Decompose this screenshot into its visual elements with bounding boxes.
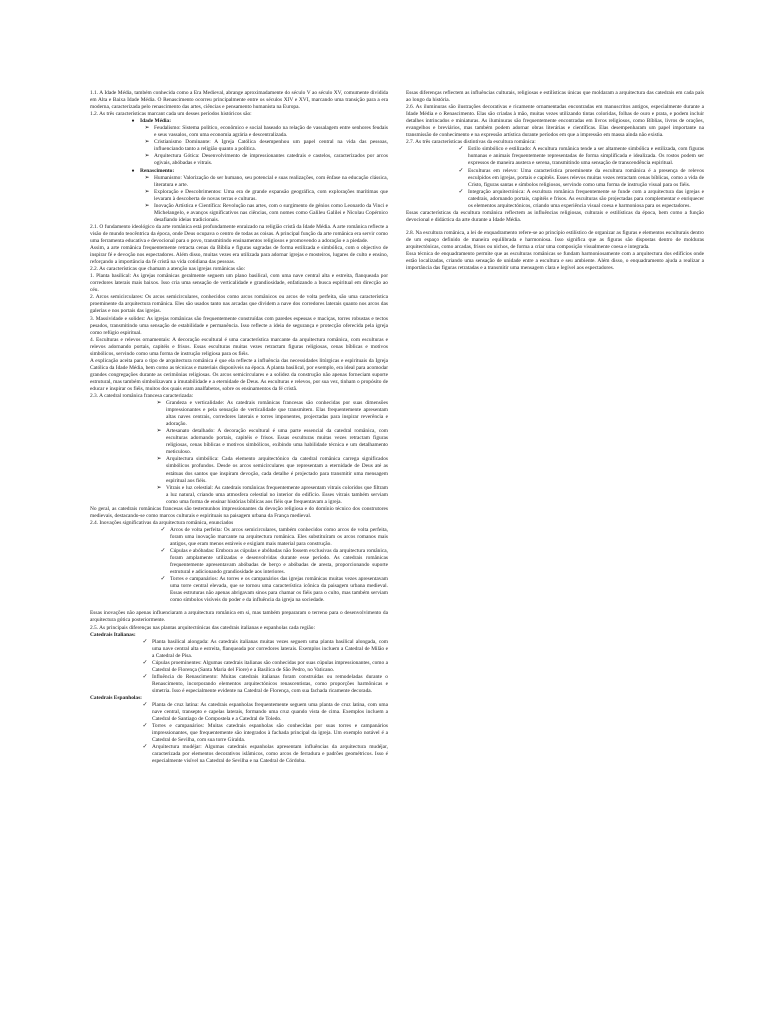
checkmark-icon: ✓ — [160, 526, 166, 533]
arrow-bullet-icon: ➢ — [156, 428, 162, 435]
arrow-bullet-icon: ➢ — [144, 188, 150, 195]
checkmark-icon: ✓ — [160, 548, 166, 555]
inovacoes-list — [90, 527, 388, 605]
section-2-8: 2.8. Na escultura românica, a lei de enquadramento refere-se ao princípio estilístico de organizar as figuras e elementos esculturais dentro de um espaço definido de maneira equilibrada e harmoniosa. Isso significa que as figuras são dispostas dentro de molduras arquitectónicas, como arcadas, frisos ou nichos, de forma a criar uma composição visualmente coesa e integrada. — [406, 229, 704, 250]
checkmark-icon: ✓ — [142, 702, 148, 709]
section-2-2-item-4: 4. Esculturas e relevos ornamentais: A decoração escultural é uma característica marcante da arquitectura românica, com esculturas e relevos adornando portais, capitéis e frisos. Essas esculturas muitas vezes retractam figuras religiosas, cenas bíblicas e motivos simbólicos, servindo como uma forma de instrução religiosa para os fiéis. — [90, 336, 388, 357]
renascimento-heading: ● Renascimento: — [140, 168, 388, 175]
arrow-bullet-icon: ➢ — [144, 153, 150, 160]
list-item: ✓ Planta basilical alongada: As catedrais italianas muitas vezes seguem uma planta basilical alongada, com uma nave central alta e estreita, flanqueada por corredores laterais. Exemplos incluem a Catedral de Milão e a Catedral de Pisa. — [152, 639, 388, 660]
arrow-bullet-icon: ➢ — [144, 202, 150, 209]
list-item: ➢ Grandeza e verticalidade: As catedrais românicas francesas são conhecidas por suas dimensões impressionantes e pela sensação de verticalidade que transmitem. Elas frequentemente apresentam altas naves centrais, corredores laterais e torres imponentes, projectadas para inspirar reverência e adoração. — [166, 400, 388, 428]
checkmark-icon: ✓ — [142, 673, 148, 680]
list-item: ➢ Arquitectura simbólica: Cada elemento arquitectónico da catedral românica carrega significados simbólicos profundos. Desde os arcos semicirculares que representam a eternidade de Deus até as estátuas dos santos que inspiram devoção, cada detalhe é projectado para transmitir uma mensagem espiritual aos fiéis. — [166, 456, 388, 484]
section-2-7: 2.7. As três características distintivas da escultura românica: — [406, 139, 536, 146]
italianas-heading: Catedrais Italianas: — [90, 631, 136, 638]
list-item: ➢ Humanismo: Valorização do ser humano, seu potencial e suas realizações, com ênfase na educação clássica, literatura e arte. — [154, 175, 388, 189]
checkmark-icon: ✓ — [142, 723, 148, 730]
list-item: ✓ Esculturas em relevo: Uma característica proeminente da escultura românica é a presença de relevos esculpidos em igrejas, portais e capitéis. Esses relevos muitas vezes retractam cenas bíblicas, como a vida de Cristo, figuras santas e símbolos religiosos, servindo como uma forma de instrução visual para os fiéis. — [468, 168, 704, 189]
arrow-bullet-icon: ➢ — [156, 484, 162, 491]
arrow-bullet-icon: ➢ — [144, 174, 150, 181]
section-2-3-summary: No geral, as catedrais românicas francesas são testemunhos impressionantes da devoção religiosa e do domínio técnico dos construtores medievais, destacando-se como marcos culturais e espirituais na paisagem urbana da França medieval. — [90, 505, 388, 519]
checkmark-icon: ✓ — [142, 659, 148, 666]
espanholas-heading: Catedrais Espanholas: — [90, 694, 142, 701]
section-2-5-conclusion: Essas diferenças reflectem as influências culturais, religiosas e estilísticas únicas que moldaram a arquitectura das catedrais em cada país ao longo da história. — [406, 90, 704, 104]
idade-media-heading: ● Idade Média: — [140, 118, 388, 125]
bullet-icon: ● — [131, 168, 135, 174]
checkmark-icon: ✓ — [142, 744, 148, 751]
idade-media-list — [90, 118, 388, 224]
list-item: ➢ Inovação Artística e Científica: Revolução nas artes, com o surgimento de génios como Leonardo da Vinci e Michelangelo, e avanços significativos nas ciências, com nomes como Galileu Galilei e Nicolau Copérnico desafiando ideias tradicionais. — [154, 203, 388, 224]
checkmark-icon: ✓ — [458, 167, 464, 174]
section-2-4-summary: Essas inovações não apenas influenciaram a arquitectura românica em si, mas também prepararam o terreno para o desenvolvimento da arquitectura gótica posteriormente. — [90, 610, 388, 624]
list-item: ✓ Estilo simbólico e estilizado: A escultura românica tende a ser altamente simbólica e estilizada, com figuras humanas e animais frequentemente representadas de forma simplificada e idealizada. Os rostos podem ser expressos de maneira austera e serena, transmitindo uma sensação de transcendência espiritual. — [468, 146, 704, 167]
arrow-bullet-icon: ➢ — [144, 125, 150, 132]
list-item: ➢ Arquitectura Gótica: Desenvolvimento de impressionantes catedrais e castelos, caracterizados por arcos ogivais, abóbadas e vitrais. — [154, 153, 388, 167]
bullet-icon: ● — [131, 119, 135, 125]
list-item: ✓ Integração arquitectónica: A escultura românica frequentemente se funde com a arquitectura das igrejas e catedrais, adornando portais, capitéis e frisos. As esculturas são projectadas para complementar e enriquecer os elementos arquitectónicos, criando uma experiência visual coesa e harmoniosa para os espectadores. — [468, 189, 704, 210]
italianas-list — [90, 639, 388, 695]
arrow-bullet-icon: ➢ — [156, 456, 162, 463]
section-2-8-continued: Essa técnica de enquadramento permite que as esculturas românicas se fundam harmoniosamente com a arquitectura dos edifícios onde estão localizadas, criando uma sensação de unidade entre a escultura e seu ambiente. Além disso, o enquadramento ajuda a realizar a importância das figuras retratadas e a transmitir uma mensagem clara e legível aos espectadores. — [406, 251, 704, 272]
section-2-4: 2.4. Inovações significativas da arquitectura românica, enunciados — [90, 519, 234, 526]
right-column — [406, 90, 704, 272]
checkmark-icon: ✓ — [142, 638, 148, 645]
catedral-francesa-list — [90, 400, 388, 506]
list-item: ✓ Influência do Renascimento: Muitas catedrais italianas foram construídas ou remodeladas durante o Renascimento, incorporando elementos arquitectónicos renascentistas, como proporções harmônicas e simetria. Isso é especialmente evidente na Catedral de Florença, com sua fachada ricamente decorada. — [152, 674, 388, 695]
list-item: ✓ Cúpulas e abóbadas: Embora as cúpulas e abóbadas não fossem exclusivas da arquitectura românica, foram amplamente utilizadas e desenvolvidas durante esse período. As catedrais românicas frequentemente apresentavam abóbadas de berço e abóbadas de aresta, proporcionando suporte estrutural e adicionando grandiosidade aos interiores. — [170, 548, 388, 576]
section-2-1: 2.1. O fundamento ideológico da arte românica está profundamente enraizado na religião cristã da Idade Média. A arte românica reflecte a visão de mundo teocêntrica da época, onde Deus ocupava o centro de todas as coisas. A principal função da arte românica era servir como uma ferramenta educativa e devocional para o povo, transmitindo ensinamentos religiosos e promovendo a adoração e a piedade. — [90, 223, 388, 244]
section-2-2-explanation: A explicação aceita para o tipo de arquitectura românica é que ela reflecte a influência das necessidades litúrgicas e espirituais da Igreja Católica da Idade Média, bem como as técnicas e materiais disponíveis na época. A planta basilical, por exemplo, era ideal para acomodar grandes congregações durante as cerimônias religiosas. Os arcos semicirculares e a solidez da construção não apenas forneciam suporte estrutural, mas também simbolizavam a imutabilidade e a eternidade de Deus. As esculturas e relevos, por sua vez, tinham o propósito de educar e inspirar os fiéis, muitos dos quais eram analfabetos, sobre os ensinamentos da fé cristã. — [90, 357, 388, 392]
list-item: ✓ Arquitectura mudéjar: Algumas catedrais espanholas apresentam influências da arquitectura mudéjar, caracterizada por elementos decorativos islâmicos, como arcos de ferradura e padrões geométricos. Isso é especialmente visível na Catedral de Sevilha e na Catedral de Córdoba. — [152, 744, 388, 765]
section-2-2-item-1: 1. Planta basilical: As igrejas românicas geralmente seguem um plano basilical, com uma nave central alta e estreita, flanqueada por corredores laterais mais baixos. Isso cria uma sensação de verticalidade e grandiosidade, enfatizando a busca espiritual em direcção ao céu. — [90, 273, 388, 294]
arrow-bullet-icon: ➢ — [144, 139, 150, 146]
list-item: ✓ Cúpulas proeminentes: Algumas catedrais italianas são conhecidas por suas cúpulas impressionantes, como a Catedral de Florença (Santa Maria del Fiore) e a Basílica de São Pedro, no Vaticano. — [152, 660, 388, 674]
escultura-list — [406, 146, 704, 209]
section-2-2-item-2: 2. Arcos semicirculares: Os arcos semicirculares, conhecidos como arcos românicos ou arcos de volta perfeita, são uma característica proeminente da arquitectura românica. Eles são usados tanto nas arcadas que dividem a nave dos corredores laterais quanto nos arcos das galerias e nos portais das igrejas. — [90, 294, 388, 315]
section-2-7-summary: Essas características da escultura românica reflectem as influências religiosas, culturais e estilísticas da época, bem como a função devocional e didáctica da arte durante a Idade Média. — [406, 209, 704, 223]
checkmark-icon: ✓ — [160, 576, 166, 583]
list-item: ➢ Feudalismo: Sistema político, econômico e social baseado na relação de vassalagem entre senhores feudais e seus vassalos, com uma economia agrária e descentralizada. — [154, 125, 388, 139]
list-item: ✓ Planta de cruz latina: As catedrais espanholas frequentemente seguem uma planta de cruz latina, com uma nave central, transepto e capelas laterais, formando uma cruz quando vista de cima. Exemplos incluem a Catedral de Santiago de Compostela e a Catedral de Toledo. — [152, 702, 388, 723]
checkmark-icon: ✓ — [458, 146, 464, 153]
section-2-2-item-3: 3. Massividade e solidez: As igrejas românicas são frequentemente construídas com paredes espessas e maciças, torres robustas e tectos pesados, transmitindo uma sensação de estabilidade e permanência. Isso reflecte a ideia de segurança e protecção oferecida pela igreja como refúgio espiritual. — [90, 315, 388, 336]
list-item: ✓ Torres e campanários: Muitas catedrais espanholas são conhecidas por suas torres e campanários impressionantes, que frequentemente são integrados à fachada principal da igreja. Um exemplo notável é a Catedral de Sevilha, com sua torre Giralda. — [152, 723, 388, 744]
section-2-2: 2.2. As características que chamam a atenção nas igrejas românicas são: — [90, 266, 246, 273]
section-2-3: 2.3. A catedral românica francesa caracterizada: — [90, 393, 194, 400]
espanholas-list — [90, 702, 388, 765]
list-item: ✓ Arcos de volta perfeita: Os arcos semicirculares, também conhecidos como arcos de volta perfeita, foram uma inovação marcante na arquitectura românica. Eles substituíram os arcos romanos mais antigos, que eram menos estáveis e exigiam mais material para construção. — [170, 527, 388, 548]
checkmark-icon: ✓ — [458, 188, 464, 195]
section-1-1: 1.1. A Idade Média, também conhecida como a Era Medieval, abrange aproximadamente do século V ao século XV, comumente dividida em Alta e Baixa Idade Média. O Renascimento ocorreu principalmente entre os séculos XIV e XVI, marcando uma transição para a era moderna, caracterizada pelo renascimento das artes, ciências e pensamento humanista na Europa. — [90, 90, 388, 111]
list-item: ➢ Exploração e Descobrimentos: Uma era de grande expansão geográfica, com explorações marítimas que levaram à descoberta de novas terras e culturas. — [154, 189, 388, 203]
list-item: ➢ Cristianismo Dominante: A Igreja Católica desempenhou um papel central na vida das pessoas, influenciando tanto a religião quanto a política. — [154, 139, 388, 153]
section-2-5: 2.5. As principais diferenças nas plantas arquitectónicas das catedrais italianas e espanholas cada região: — [90, 624, 315, 631]
left-column — [90, 90, 388, 765]
list-item: ✓ Torres e campanários: As torres e os campanários das igrejas românicas muitas vezes apresentavam uma torre central elevada, que se tornou uma característica icônica da paisagem urbana medieval. Essas estruturas não apenas abrigavam sinos para chamar os fiéis para o culto, mas também serviam como símbolos visíveis do poder e da influência da igreja na sociedade. — [170, 576, 388, 604]
arrow-bullet-icon: ➢ — [156, 400, 162, 407]
section-1-2: 1.2. As três características marcant cada um desses períodos históricos são: — [90, 111, 252, 118]
list-item: ➢ Vitrais e luz celestial: As catedrais românicas frequentemente apresentam vitrais coloridos que filtram a luz natural, criando uma atmosfera celestial no interior do edifício. Esses vitrais também serviam como uma forma de ensinar histórias bíblicas aos fiéis que frequentavam a igreja. — [166, 485, 388, 506]
list-item: ➢ Artesanato detalhado: A decoração escultural é uma parte essencial da catedral românica, com esculturas adornando portais, capitéis e frisos. Essas esculturas muitas vezes retractam figuras religiosas, cenas bíblicas e motivos simbólicos, exibindo uma habilidade técnica e um detalhamento meticuloso. — [166, 428, 388, 456]
section-2-1-continued: Assim, a arte românica frequentemente retracta cenas da Bíblia e figuras sagradas de forma estilizada e simbólica, com o objectivo de inspirar fé e devoção nos espectadores. Além disso, muitas vezes era utilizada para adornar igrejas e mosteiros, lugares de culto e ensino, reforçando a importância da fé cristã na vida cotidiana das pessoas. — [90, 245, 388, 266]
section-2-6: 2.6. As iluminuras são ilustrações decorativas e ricamente ornamentadas encontradas em manuscritos antigos, especialmente durante a Idade Média e o Renascimento. Elas são criadas à mão, muitas vezes utilizando tintas coloridas, folhas de ouro e prata, e podem incluir detalhes intrincados e miniaturas. As iluminuras são frequentemente encontradas em livros religiosos, como Bíblias, livros de orações, evangelhos e breviários, mas também podem adornar obras literárias e científicas. Elas desempenharam um papel importante na transmissão de conhecimento e na expressão artística durante períodos em que a impressão em massa ainda não existia. — [406, 104, 704, 139]
